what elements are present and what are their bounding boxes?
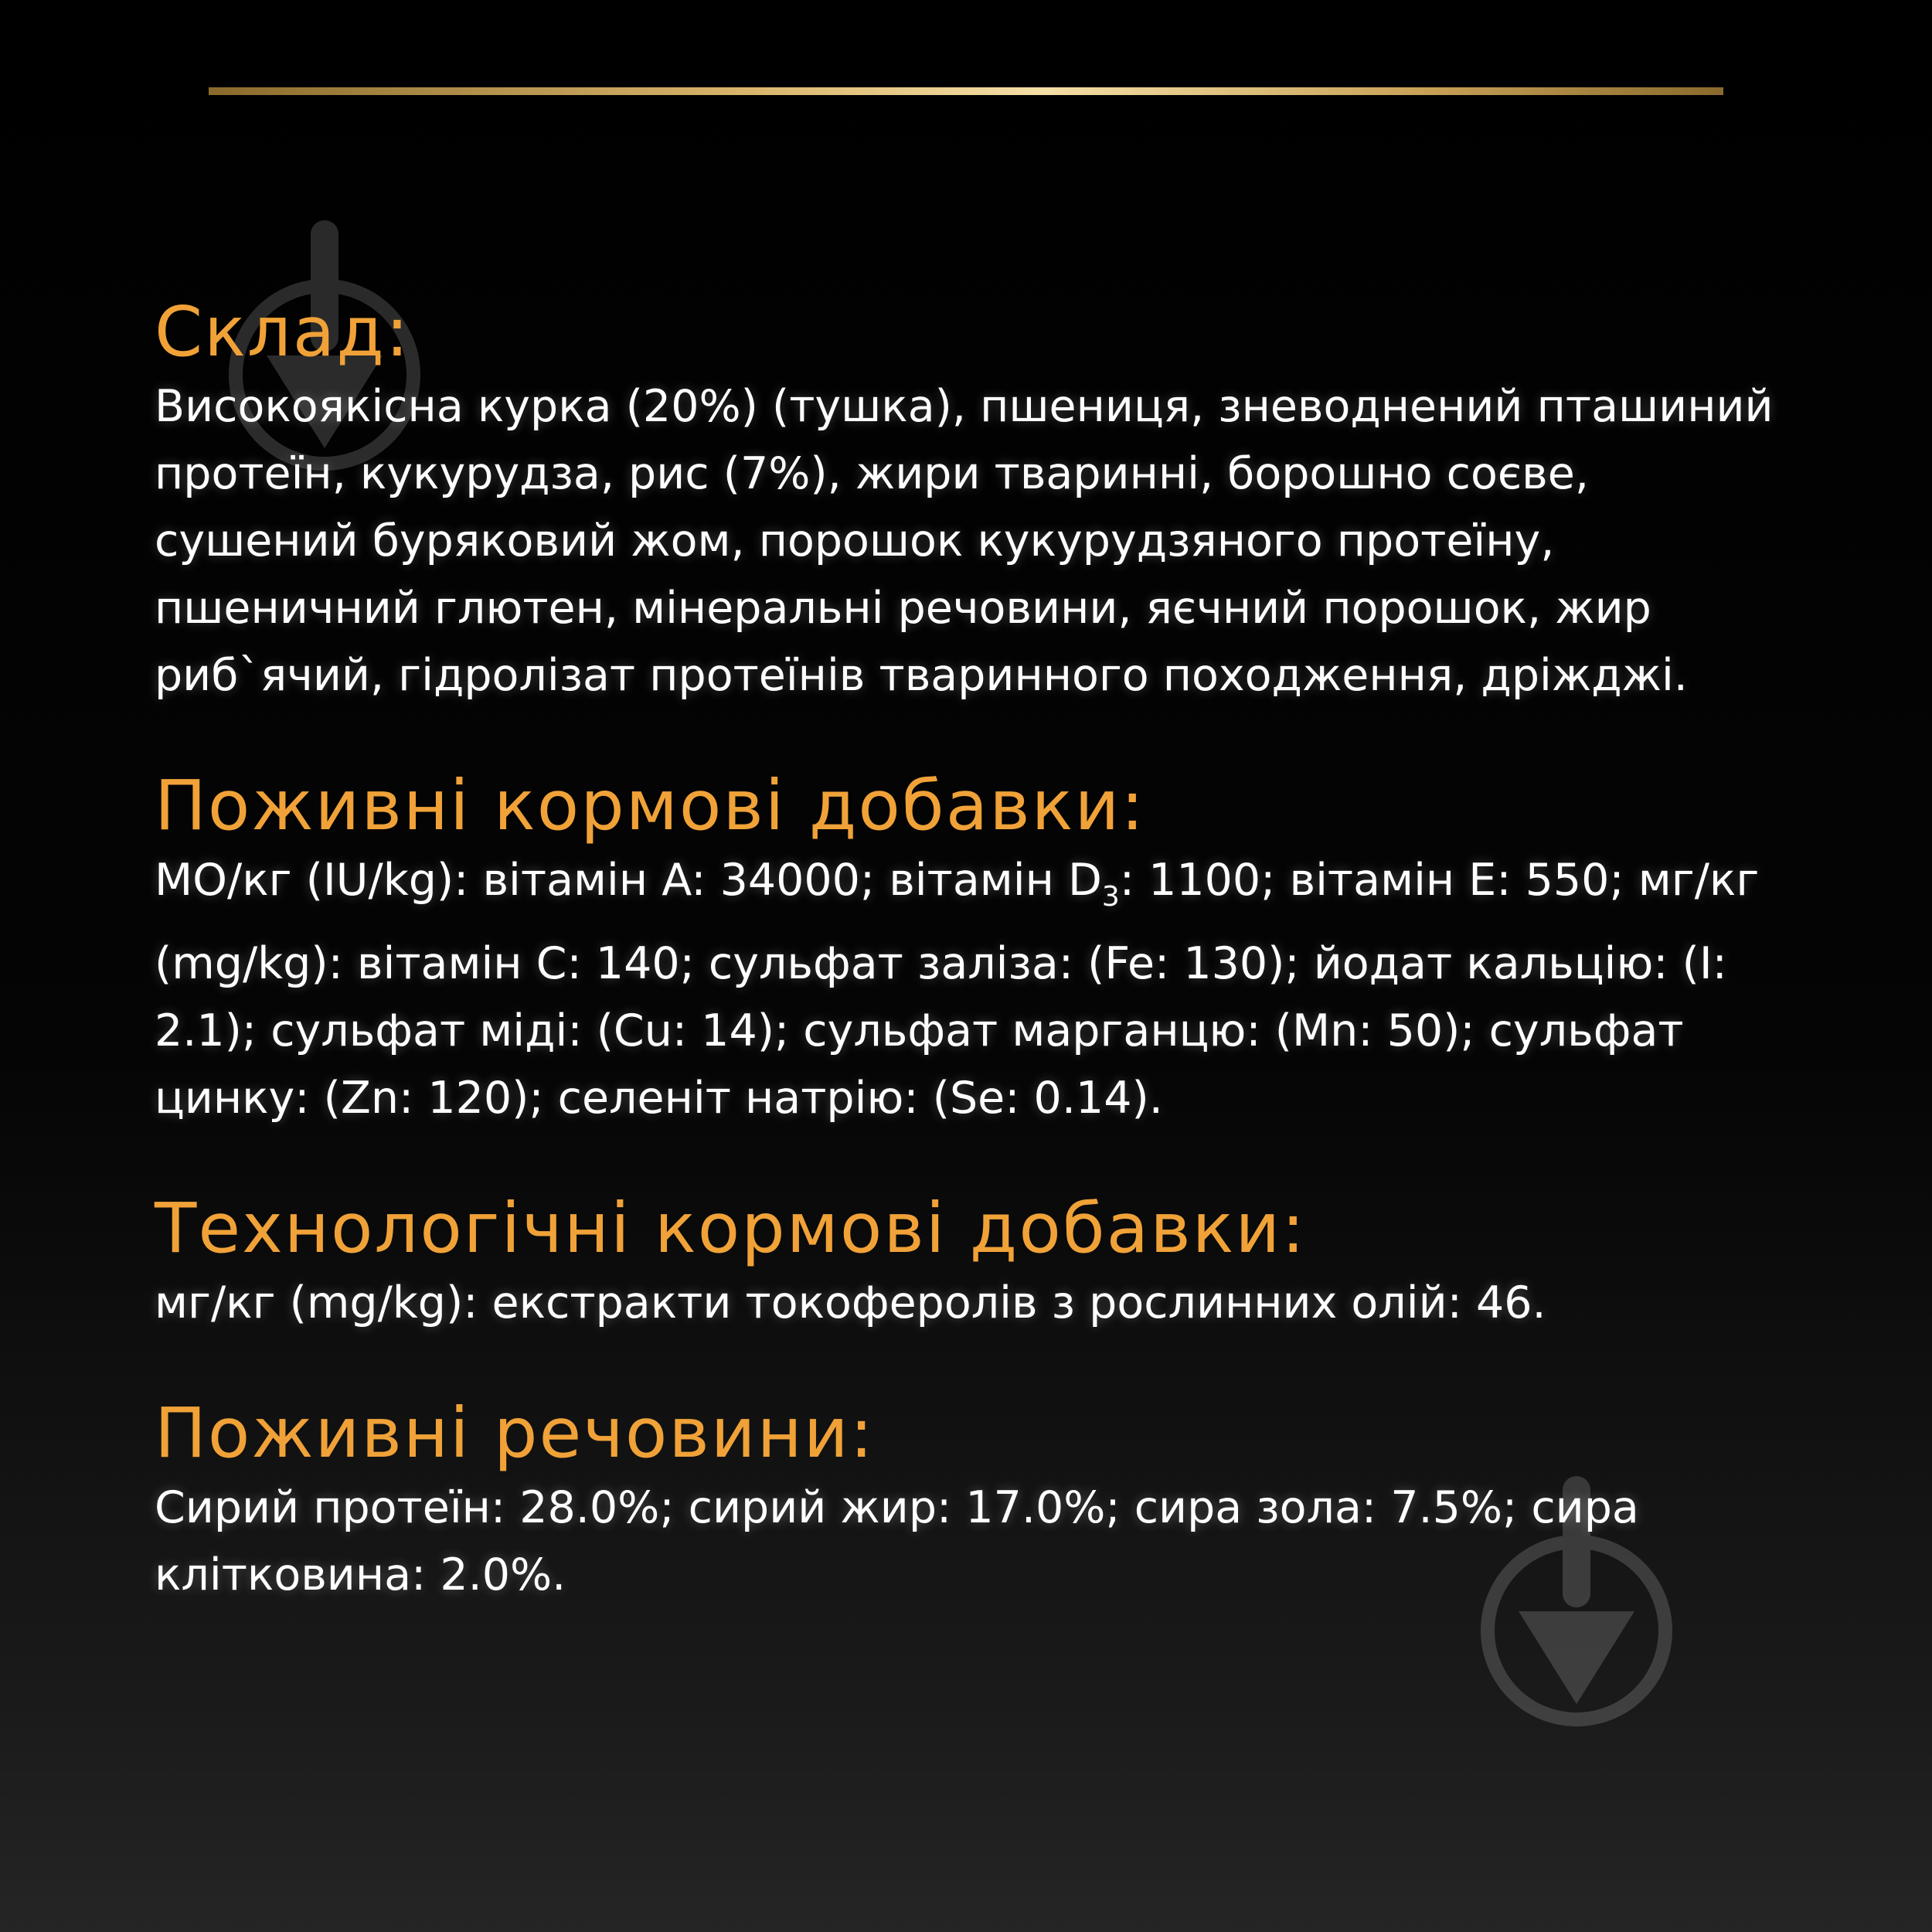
vitamin-d-subscript: 3 [1101, 881, 1120, 913]
composition-heading: Склад: [155, 291, 410, 372]
nutrients-text: Сирий протеїн: 28.0%; сирий жир: 17.0%; сира зола: 7.5%; сира клітковина: 2.0%. [155, 1482, 1639, 1600]
nutrients-section [155, 1391, 1793, 1609]
technological-additives-text: мг/кг (mg/kg): екстракти токоферолів з рослинних олій: 46. [155, 1277, 1546, 1328]
composition-text: Високоякісна курка (20%) (тушка), пшениця, зневоднений пташиний протеїн, кукурудза, рис (7%), жири тваринні, борошно соєве, сушений буряковий жом, порошок кукурудзяного протеїну, пшеничний глютен, мінеральні речовини, яєчний порошок, жир риб`ячий, гідролізат протеїнів тваринного походження, дріжджі. [155, 381, 1774, 701]
nutritional-additives-text [155, 847, 1793, 1132]
nutritional-additives-text-start: МО/кг (IU/kg): вітамін A: 34000; вітамін D [155, 855, 1102, 906]
nutritional-additives-text-end: : 1100; вітамін E: 550; мг/кг (mg/kg): вітамін C: 140; сульфат заліза: (Fe: 130); йодат кальцію: (I: 2.1); сульфат міді: (Cu: 14); сульфат марганцю: (Mn: 50); сульфат цинку: (Zn: 120); селеніт натрію: (Se: 0.14). [155, 855, 1760, 1124]
technological-additives-heading: Технологічні кормові добавки: [155, 1188, 1307, 1268]
gold-divider [209, 87, 1723, 95]
nutrients-heading: Поживні речовини: [155, 1393, 875, 1473]
nutritional-additives-heading: Поживні кормові добавки: [155, 765, 1146, 845]
nutritional-additives-section [155, 764, 1793, 1132]
technological-additives-section [155, 1186, 1793, 1337]
composition-content [155, 290, 1793, 1663]
composition-section [155, 290, 1793, 709]
